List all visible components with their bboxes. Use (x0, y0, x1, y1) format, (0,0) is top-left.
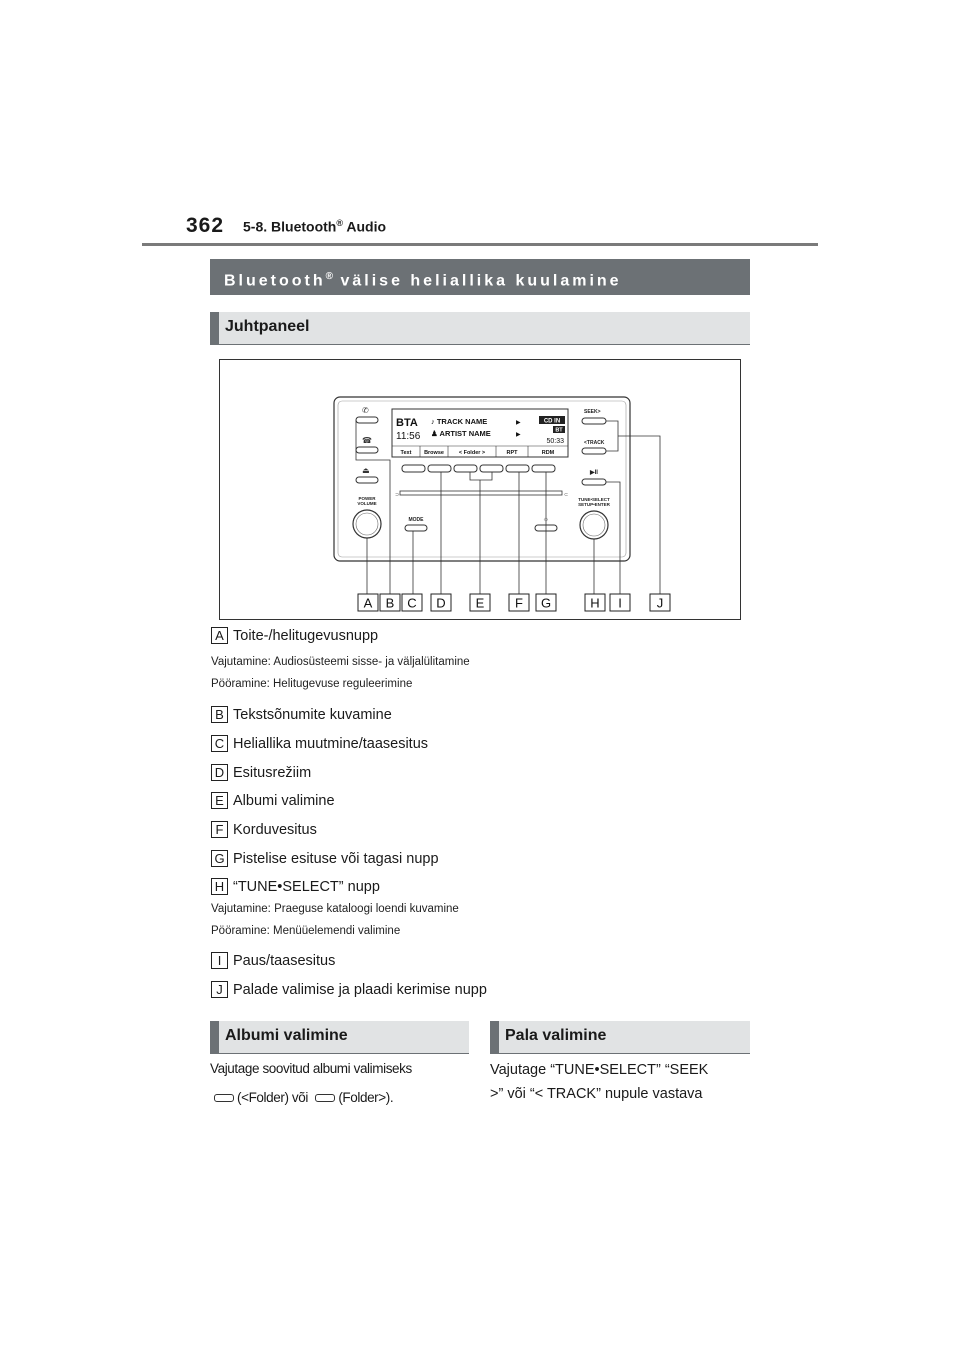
display-badge-cd-text: CD IN (543, 418, 561, 425)
page-number: 362 (186, 214, 225, 237)
preset-buttons (402, 465, 555, 472)
legend-item-i (211, 952, 335, 969)
legend-text: Paus/taasesitus (233, 952, 336, 969)
legend-letter: A (211, 627, 228, 644)
section-registered-mark: ® (325, 271, 334, 282)
callout-letter: G (540, 595, 552, 611)
legend-letter: F (211, 821, 228, 838)
callout-letter: J (656, 595, 664, 611)
callout-letter: E (475, 595, 485, 611)
legend-note: Pööramine: Menüüelemendi valimine (211, 925, 401, 937)
legend-item-d (211, 764, 311, 781)
legend-letter: G (211, 850, 228, 867)
track-label: <TRACK (584, 440, 605, 446)
legend-item-h (211, 878, 380, 895)
legend-item-a (211, 627, 378, 644)
display-artist: ♟ ARTIST NAME (431, 429, 491, 438)
legend-item-g (211, 850, 439, 867)
chapter-suffix: Audio (342, 218, 387, 235)
legend-text: “TUNE•SELECT” nupp (233, 878, 380, 895)
phone-button (356, 417, 378, 423)
power-label: POWER (358, 496, 376, 501)
album-paragraph (210, 1058, 472, 1109)
callout-letter: D (436, 595, 446, 611)
control-panel-figure (219, 359, 741, 620)
leader-line-b (356, 420, 390, 594)
cd-slot (400, 491, 562, 495)
callout-letter: F (515, 595, 523, 611)
power-volume-knob (353, 510, 381, 538)
display-track: ♪ TRACK NAME (431, 417, 488, 426)
album-folder-next: (Folder>). (338, 1090, 394, 1105)
legend-letter: H (211, 878, 228, 895)
legend-letter: J (211, 981, 228, 998)
mode-label: MODE (408, 517, 424, 523)
display-elapsed: 50:33 (546, 438, 564, 445)
legend-text: Esitusrežiim (233, 764, 312, 781)
display-source: BTA (396, 417, 418, 429)
leader-line-j (606, 421, 660, 594)
chapter-title (243, 218, 386, 235)
callout-letter: A (363, 595, 373, 611)
play-pause-label: ▶II (590, 470, 598, 476)
preset-button (532, 465, 555, 472)
legend-text: Tekstsõnumite kuvamine (233, 706, 392, 723)
legend-item-c (211, 735, 428, 752)
preset-button (402, 465, 425, 472)
legend-text: Heliallika muutmine/taasesitus (233, 735, 429, 752)
preset-button (480, 465, 503, 472)
legend-note: Vajutamine: Audiosüsteemi sisse- ja väljalülitamine (211, 656, 470, 668)
light-icon: ☼ (542, 516, 550, 523)
eject-icon: ⏏ (362, 466, 370, 475)
mode-button (405, 525, 427, 531)
callout-letter: I (618, 595, 622, 611)
callout-boxes (358, 594, 670, 611)
album-heading: Albumi valimine (210, 1021, 469, 1054)
preset-button (506, 465, 529, 472)
track-line-1: Vajutage “TUNE•SELECT” “SEEK (490, 1062, 709, 1078)
display-badge-bt-text: BT (555, 427, 563, 434)
section-heading (210, 259, 750, 295)
softkey-label: Text (400, 450, 412, 456)
tune-select-knob (580, 511, 608, 539)
preset-button (454, 465, 477, 472)
track-line-2: >” või “< TRACK” nupule vastava (490, 1086, 703, 1102)
track-button (582, 448, 606, 454)
legend-item-f (211, 821, 317, 838)
legend-text: Toite-/helitugevusnupp (233, 627, 379, 644)
setup-enter-label: SETUP•ENTER (578, 502, 610, 507)
eject-button (356, 477, 378, 483)
header-rule (142, 243, 818, 246)
tune-select-knob-inner (583, 514, 605, 536)
hangup-icon: ☎ (362, 436, 372, 445)
subsection-heading: Juhtpaneel (210, 312, 750, 345)
callout-letter: C (407, 595, 417, 611)
track-heading: Pala valimine (490, 1021, 750, 1054)
registered-mark: ® (336, 218, 343, 228)
softkey-label: RDM (541, 450, 555, 456)
legend-letter: D (211, 764, 228, 781)
album-line-1: Vajutage soovitud albumi valimiseks (210, 1061, 412, 1076)
volume-label: VOLUME (357, 501, 377, 506)
chapter-prefix: 5-8. Bluetooth (243, 218, 337, 235)
hangup-button (356, 447, 378, 453)
folder-next-button-icon (315, 1094, 335, 1102)
section-title-prefix: Bluetooth (224, 272, 326, 290)
preset-button (428, 465, 451, 472)
section-title-suffix: välise heliallika kuulamine (333, 272, 622, 290)
control-panel-diagram (220, 360, 742, 621)
seek-label: SEEK> (584, 409, 601, 415)
display-clock: 11:56 (396, 431, 421, 442)
legend-item-b (211, 706, 392, 723)
display-softkeys (401, 446, 555, 457)
callout-letter: B (385, 595, 395, 611)
folder-prev-button-icon (214, 1094, 234, 1102)
legend-text: Korduvesitus (233, 821, 317, 838)
seek-button (582, 418, 606, 424)
legend-text: Albumi valimine (233, 792, 335, 809)
cd-slot-right-mark: ⊂ (564, 492, 569, 498)
tune-select-label: TUNE•SELECT (578, 497, 610, 502)
softkey-label: Browse (424, 450, 444, 456)
album-line-2 (210, 1087, 472, 1109)
legend-letter: C (211, 735, 228, 752)
legend-text: Palade valimise ja plaadi kerimise nupp (233, 981, 487, 998)
legend-text: Pistelise esituse või tagasi nupp (233, 850, 439, 867)
phone-icon: ✆ (362, 406, 369, 415)
display-track-arrow: ▶ (516, 420, 521, 426)
legend-letter: E (211, 792, 228, 809)
legend-letter: B (211, 706, 228, 723)
display-artist-arrow: ▶ (516, 432, 521, 438)
callout-letter: H (590, 595, 600, 611)
leader-line-e (470, 472, 492, 594)
album-folder-prev: (<Folder) või (237, 1090, 308, 1105)
cd-slot-left-mark: ⊃ (395, 492, 400, 498)
legend-item-j (211, 981, 487, 998)
softkey-label: RPT (506, 450, 518, 456)
legend-note: Pööramine: Helitugevuse reguleerimine (211, 678, 413, 690)
legend-note: Vajutamine: Praeguse kataloogi loendi kuvamine (211, 903, 459, 915)
legend-item-e (211, 792, 335, 809)
track-paragraph (490, 1058, 752, 1106)
softkey-label: < Folder > (458, 450, 486, 456)
play-pause-button (582, 479, 606, 485)
power-volume-knob-inner (356, 513, 378, 535)
legend-letter: I (211, 952, 228, 969)
